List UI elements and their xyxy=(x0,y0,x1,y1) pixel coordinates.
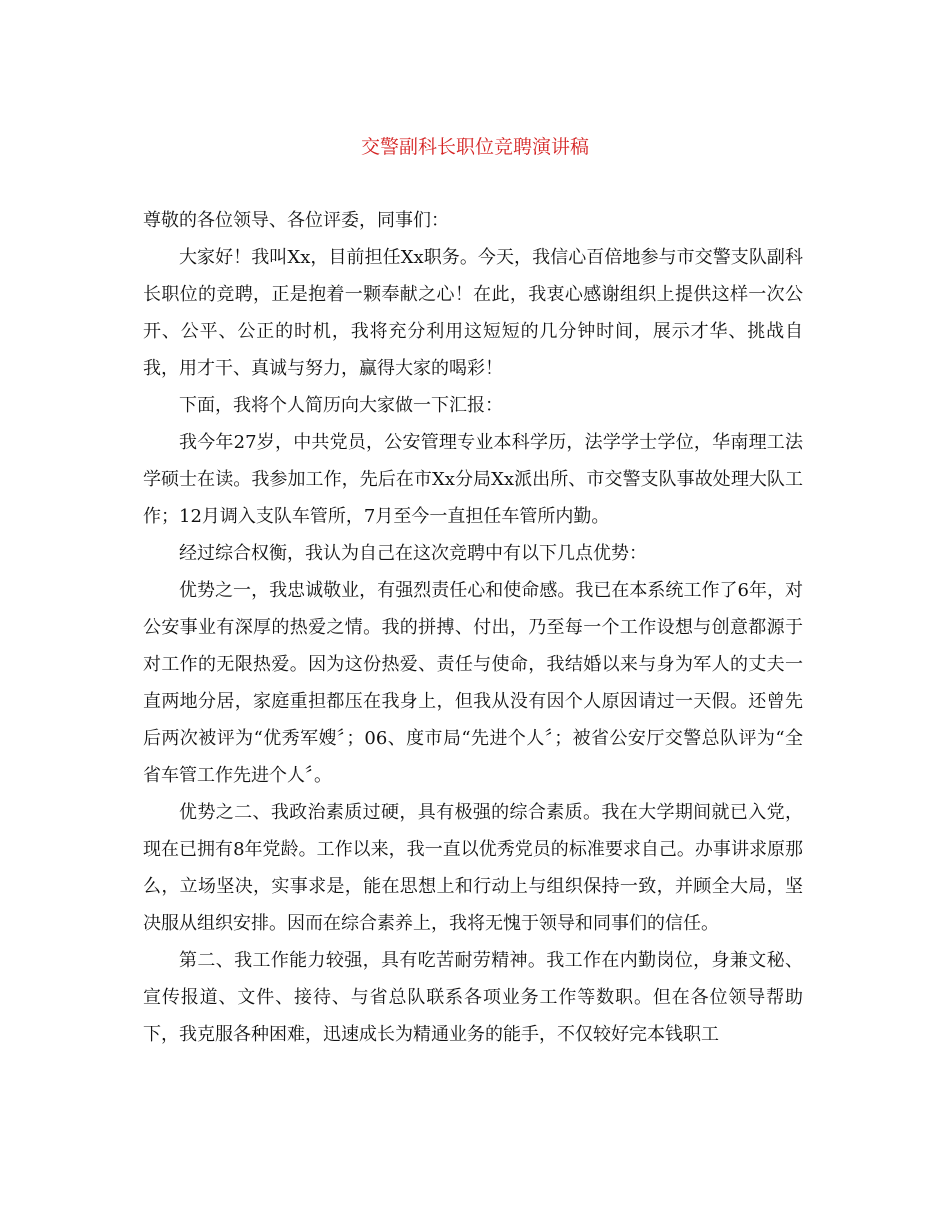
intro-resume-paragraph: 下面，我将个人简历向大家做一下汇报： xyxy=(179,395,503,416)
salutation-paragraph: 尊敬的各位领导、各位评委，同事们： xyxy=(143,210,449,231)
document-body xyxy=(143,202,803,1053)
advantage-three-paragraph: 第二、我工作能力较强，具有吃苦耐劳精神。我工作在内勤岗位，身兼文秘、宣传报道、文件、接待、与省总队联系各项业务工作等数职。但在各位领导帮助下，我克服各种困难，迅速成长为精通业务的能手，不仅较好完本钱职工 xyxy=(143,950,803,1045)
advantage-one-paragraph: 优势之一，我忠诚敬业，有强烈责任心和使命感。我已在本系统工作了6年，对公安事业有深厚的热爱之情。我的拼搏、付出，乃至每一个工作设想与创意都源于对工作的无限热爱。因为这份热爱、责任与使命，我结婚以来与身为军人的丈夫一直两地分居，家庭重担都压在我身上，但我从没有因个人原因请过一天假。还曾先后两次被评为“优秀军嫂〞；06、度市局“先进个人〞；被省公安厅交警总队评为“全省车管工作先进个人〞。 xyxy=(143,580,803,786)
advantage-two-paragraph: 优势之二、我政治素质过硬，具有极强的综合素质。我在大学期间就已入党，现在已拥有8年党龄。工作以来，我一直以优秀党员的标准要求自己。办事讲求原那么，立场坚决，实事求是，能在思想上和行动上与组织保持一致，并顾全大局，坚决服从组织安排。因而在综合素养上，我将无愧于领导和同事们的信任。 xyxy=(143,802,803,934)
advantages-intro-paragraph: 经过综合权衡，我认为自己在这次竞聘中有以下几点优势： xyxy=(179,543,647,564)
document-title: 交警副科长职位竞聘演讲稿 xyxy=(360,136,589,158)
resume-paragraph: 我今年27岁，中共党员，公安管理专业本科学历，法学学士学位，华南理工法学硕士在读。我参加工作，先后在市Xx分局Xx派出所、市交警支队事故处理大队工作；12月调入支队车管所，7月至今一直担任车管所内勤。 xyxy=(143,432,803,527)
greeting-paragraph: 大家好！我叫Xx，目前担任Xx职务。今天，我信心百倍地参与市交警支队副科长职位的竞聘，正是抱着一颗奉献之心！在此，我衷心感谢组织上提供这样一次公开、公平、公正的时机，我将充分利用这短短的几分钟时间，展示才华、挑战自我，用才干、真诚与努力，赢得大家的喝彩！ xyxy=(143,247,803,379)
